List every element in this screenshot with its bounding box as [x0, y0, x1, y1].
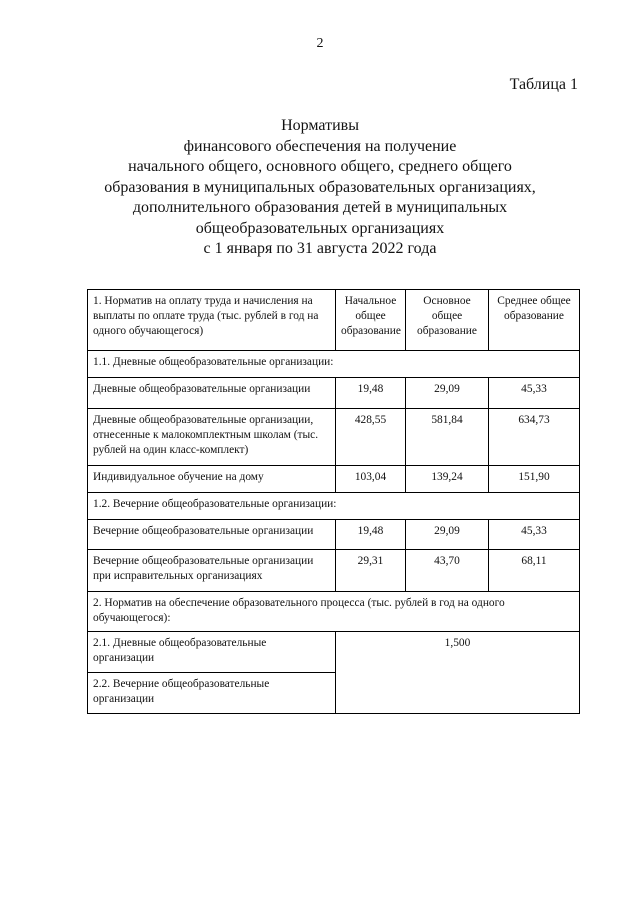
value-cell: 29,31: [336, 550, 406, 592]
value-cell: 151,90: [489, 466, 580, 493]
table-row: [88, 550, 580, 592]
section-row: [88, 493, 580, 520]
row-label: Вечерние общеобразовательные организации: [88, 520, 336, 550]
row-label: Вечерние общеобразовательные организации при исправительных организациях: [88, 550, 336, 592]
row-label: Индивидуальное обучение на дому: [88, 466, 336, 493]
section-2-cell: 2. Норматив на обеспечение образовательного процесса (тыс. рублей в год на одного обучающегося):: [88, 592, 580, 632]
value-cell: 19,48: [336, 378, 406, 409]
value-cell: 634,73: [489, 409, 580, 466]
heading-line: общеобразовательных организациях: [195, 219, 445, 237]
table-row: [88, 632, 580, 673]
value-cell: 428,55: [336, 409, 406, 466]
table-row: [88, 378, 580, 409]
row-label: 2.2. Вечерние общеобразовательные организации: [88, 673, 336, 714]
section-row: [88, 592, 580, 632]
table-label: Таблица 1: [509, 76, 578, 93]
norms-table: [87, 289, 580, 714]
header-secondary-cell: Среднее общее образование: [489, 290, 580, 351]
value-cell: 103,04: [336, 466, 406, 493]
section-1-2-cell: 1.2. Вечерние общеобразовательные организации:: [88, 493, 580, 520]
heading-line: с 1 января по 31 августа 2022 года: [203, 240, 437, 257]
value-cell: 45,33: [489, 520, 580, 550]
value-cell: 581,84: [406, 409, 489, 466]
header-basic-cell: Основное общее образование: [406, 290, 489, 351]
row-label: 2.1. Дневные общеобразовательные организации: [88, 632, 336, 673]
value-cell: 19,48: [336, 520, 406, 550]
heading-line: начального общего, основного общего, среднего общего: [128, 158, 512, 175]
value-cell: 43,70: [406, 550, 489, 592]
row-label: Дневные общеобразовательные организации, отнесенные к малокомплектным школам (тыс. рублей на один класс-комплект): [88, 409, 336, 466]
heading-line: образования в муниципальных образовательных организациях,: [104, 178, 536, 196]
section-1-1-cell: 1.1. Дневные общеобразовательные организации:: [88, 351, 580, 378]
header-norm-cell: 1. Норматив на оплату труда и начисления на выплаты по оплате труда (тыс. рублей в год на одного обучающегося): [88, 290, 336, 351]
row-label: Дневные общеобразовательные организации: [88, 378, 336, 409]
value-cell: 68,11: [489, 550, 580, 592]
value-cell: 29,09: [406, 520, 489, 550]
table-row: [88, 520, 580, 550]
table-row: [88, 466, 580, 493]
value-cell: 29,09: [406, 378, 489, 409]
page-number: 2: [316, 36, 324, 51]
document-heading: [60, 116, 580, 260]
heading-line: Нормативы: [281, 117, 359, 134]
section-row: [88, 351, 580, 378]
header-primary-cell: Начальное общее образование: [336, 290, 406, 351]
table-row: [88, 409, 580, 466]
heading-line: дополнительного образования детей в муниципальных: [132, 199, 508, 216]
table-header-row: [88, 290, 580, 351]
value-cell: 139,24: [406, 466, 489, 493]
value-cell: 45,33: [489, 378, 580, 409]
heading-line: финансового обеспечения на получение: [183, 137, 457, 155]
merged-value-cell: 1,500: [336, 632, 580, 714]
